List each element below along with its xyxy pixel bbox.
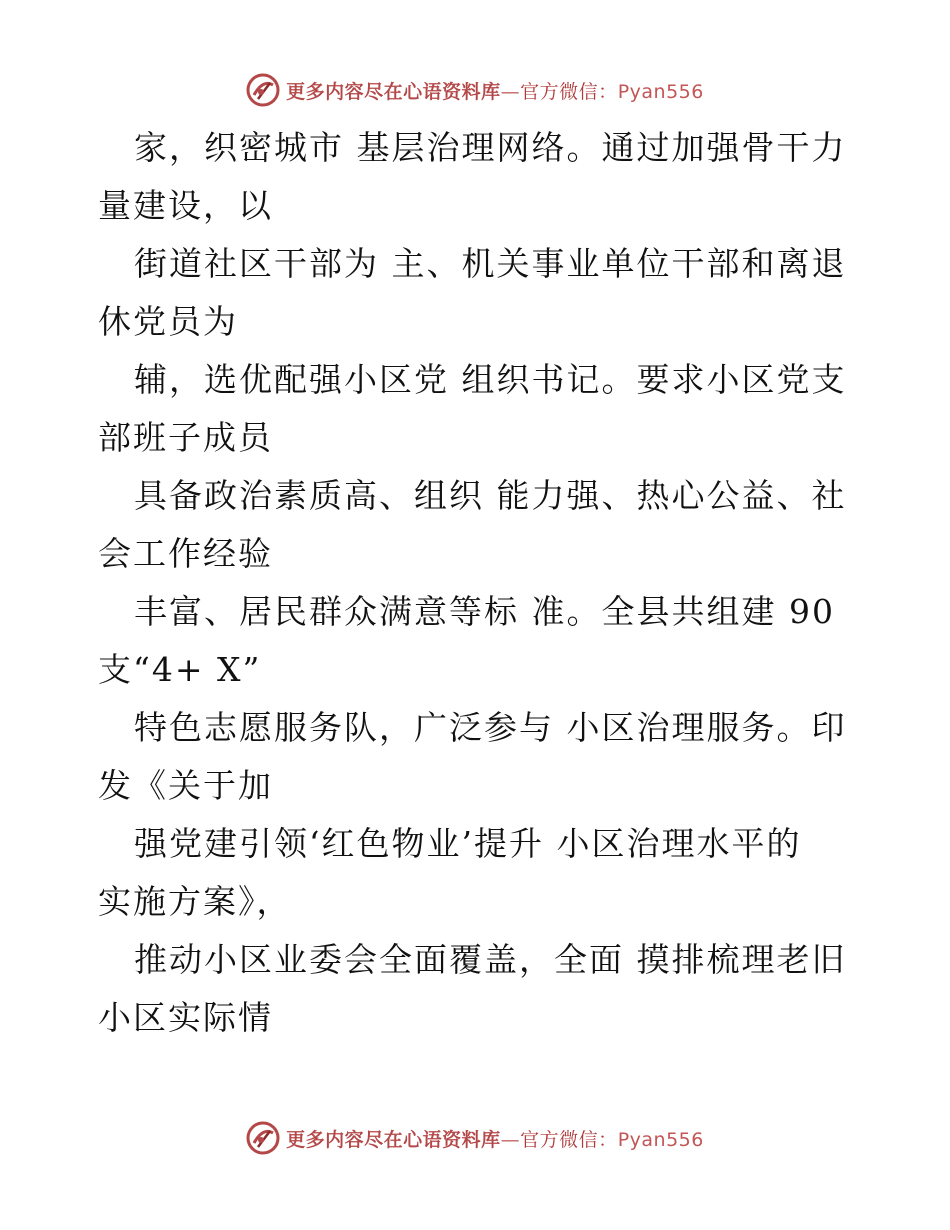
text-line: 丰富、居民群众满意等标 准。全县共组建 90 [134, 592, 835, 631]
watermark-main: 更多内容尽在心语资料库 [286, 80, 501, 103]
watermark-main: 更多内容尽在心语资料库 [286, 1128, 501, 1151]
text-line: 强党建引领‘红色物业’提升 小区治理水平的 [134, 824, 802, 863]
watermark-text [286, 77, 704, 104]
text-line: 发《关于加 [98, 766, 273, 805]
text-line: 实施方案》， [98, 882, 292, 921]
logo-icon [246, 73, 280, 107]
watermark-text [286, 1125, 704, 1152]
logo-icon [246, 1121, 280, 1155]
text-line: 支“4+ X” [98, 650, 262, 689]
watermark-separator: — [500, 80, 521, 103]
watermark-label: 官方微信： [520, 80, 618, 103]
text-line: 小区实际情 [98, 998, 273, 1037]
text-line: 具备政治素质高、组织 能力强、热心公益、社 [134, 476, 847, 515]
watermark-id: Pyan556 [617, 80, 704, 103]
text-line: 会工作经验 [98, 534, 273, 573]
text-line: 推动小区业委会全面覆盖，全面 摸排梳理老旧 [134, 940, 847, 979]
watermark-separator: — [500, 1128, 521, 1151]
text-line: 部班子成员 [98, 418, 273, 457]
watermark-id: Pyan556 [617, 1128, 704, 1151]
text-line: 特色志愿服务队，广泛参与 小区治理服务。印 [134, 708, 847, 747]
watermark-label: 官方微信： [520, 1128, 618, 1151]
text-line: 休党员为 [98, 302, 238, 341]
text-line: 家，织密城市 基层治理网络。通过加强骨干力 [134, 128, 847, 167]
text-line: 街道社区干部为 主、机关事业单位干部和离退 [134, 244, 847, 283]
footer-watermark [0, 1118, 950, 1158]
text-line: 量建设，以 [98, 186, 273, 225]
text-line: 辅，选优配强小区党 组织书记。要求小区党支 [134, 360, 847, 399]
header-watermark [0, 70, 950, 110]
